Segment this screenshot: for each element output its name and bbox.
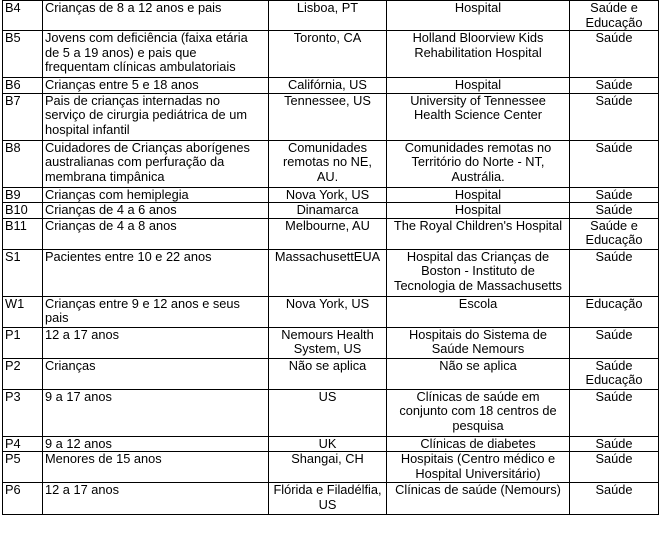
setting-cell: Holland Bloorview Kids Rehabilitation Hospital <box>387 31 570 78</box>
location-cell: Dinamarca <box>269 203 387 219</box>
location-cell: Nova York, US <box>269 187 387 203</box>
setting-cell: Clínicas de saúde em conjunto com 18 centros de pesquisa <box>387 389 570 436</box>
location-cell: Flórida e Filadélfia, US <box>269 483 387 515</box>
population-cell: Cuidadores de Crianças aborígenes australianas com perfuração da membrana timpânica <box>43 140 269 187</box>
area-cell: Saúde <box>570 203 659 219</box>
area-cell: Saúde e Educação <box>570 218 659 249</box>
population-cell: 12 a 17 anos <box>43 483 269 515</box>
study-id: P4 <box>3 436 43 452</box>
area-cell: Saúde <box>570 249 659 296</box>
table-row <box>3 436 659 452</box>
population-cell: Pais de crianças internadas no serviço de cirurgia pediátrica de um hospital infantil <box>43 93 269 140</box>
study-id: P5 <box>3 452 43 483</box>
study-id: B10 <box>3 203 43 219</box>
population-cell: Crianças de 4 a 6 anos <box>43 203 269 219</box>
location-cell: Califórnia, US <box>269 78 387 94</box>
table-row <box>3 78 659 94</box>
area-cell: Saúde e Educação <box>570 1 659 31</box>
population-cell: Crianças com hemiplegia <box>43 187 269 203</box>
area-cell: Saúde <box>570 31 659 78</box>
setting-cell: Hospital das Crianças de Boston - Instituto de Tecnologia de Massachusetts <box>387 249 570 296</box>
setting-cell: Não se aplica <box>387 358 570 389</box>
area-cell: Saúde <box>570 452 659 483</box>
area-cell: Saúde <box>570 483 659 515</box>
population-cell: Crianças entre 9 e 12 anos e seus pais <box>43 296 269 327</box>
setting-cell: Hospital <box>387 1 570 31</box>
table-row <box>3 218 659 249</box>
population-cell: Crianças de 4 a 8 anos <box>43 218 269 249</box>
area-cell: Saúde <box>570 93 659 140</box>
study-id: B5 <box>3 31 43 78</box>
table-row <box>3 483 659 515</box>
location-cell: Shangai, CH <box>269 452 387 483</box>
study-id: P2 <box>3 358 43 389</box>
study-id: W1 <box>3 296 43 327</box>
setting-cell: Hospitais (Centro médico e Hospital Universitário) <box>387 452 570 483</box>
setting-cell: Hospital <box>387 78 570 94</box>
location-cell: Não se aplica <box>269 358 387 389</box>
table-row <box>3 187 659 203</box>
population-cell: 9 a 17 anos <box>43 389 269 436</box>
area-cell: Saúde <box>570 187 659 203</box>
setting-cell: Clínicas de diabetes <box>387 436 570 452</box>
table-row <box>3 327 659 358</box>
location-cell: Lisboa, PT <box>269 1 387 31</box>
area-cell: Saúde <box>570 327 659 358</box>
area-cell: Saúde <box>570 140 659 187</box>
population-cell: Jovens com deficiência (faixa etária de 5 a 19 anos) e pais que frequentam clínicas ambulatoriais <box>43 31 269 78</box>
table-row <box>3 93 659 140</box>
study-id: P1 <box>3 327 43 358</box>
study-id: S1 <box>3 249 43 296</box>
setting-cell: Clínicas de saúde (Nemours) <box>387 483 570 515</box>
location-cell: Melbourne, AU <box>269 218 387 249</box>
area-cell: Saúde Educação <box>570 358 659 389</box>
population-cell: 9 a 12 anos <box>43 436 269 452</box>
table-row <box>3 203 659 219</box>
setting-cell: Hospital <box>387 203 570 219</box>
table-row <box>3 249 659 296</box>
setting-cell: Hospital <box>387 187 570 203</box>
table-row <box>3 452 659 483</box>
population-cell: Crianças <box>43 358 269 389</box>
setting-cell: Hospitais do Sistema de Saúde Nemours <box>387 327 570 358</box>
population-cell: Crianças de 8 a 12 anos e pais <box>43 1 269 31</box>
table-row <box>3 296 659 327</box>
study-id: B4 <box>3 1 43 31</box>
study-id: P6 <box>3 483 43 515</box>
table-row <box>3 1 659 31</box>
table-row <box>3 389 659 436</box>
setting-cell: University of Tennessee Health Science Center <box>387 93 570 140</box>
setting-cell: Comunidades remotas no Território do Norte - NT, Austrália. <box>387 140 570 187</box>
table-row <box>3 358 659 389</box>
area-cell: Educação <box>570 296 659 327</box>
location-cell: MassachusettEUA <box>269 249 387 296</box>
studies-table <box>2 0 659 515</box>
area-cell: Saúde <box>570 389 659 436</box>
setting-cell: Escola <box>387 296 570 327</box>
study-id: B9 <box>3 187 43 203</box>
setting-cell: The Royal Children's Hospital <box>387 218 570 249</box>
population-cell: Crianças entre 5 e 18 anos <box>43 78 269 94</box>
study-id: B7 <box>3 93 43 140</box>
study-id: B6 <box>3 78 43 94</box>
study-id: B11 <box>3 218 43 249</box>
location-cell: UK <box>269 436 387 452</box>
population-cell: Pacientes entre 10 e 22 anos <box>43 249 269 296</box>
population-cell: Menores de 15 anos <box>43 452 269 483</box>
location-cell: Nova York, US <box>269 296 387 327</box>
area-cell: Saúde <box>570 436 659 452</box>
location-cell: Nemours Health System, US <box>269 327 387 358</box>
table-row <box>3 31 659 78</box>
study-id: B8 <box>3 140 43 187</box>
location-cell: US <box>269 389 387 436</box>
location-cell: Toronto, CA <box>269 31 387 78</box>
study-id: P3 <box>3 389 43 436</box>
area-cell: Saúde <box>570 78 659 94</box>
location-cell: Tennessee, US <box>269 93 387 140</box>
table-row <box>3 140 659 187</box>
population-cell: 12 a 17 anos <box>43 327 269 358</box>
location-cell: Comunidades remotas no NE, AU. <box>269 140 387 187</box>
